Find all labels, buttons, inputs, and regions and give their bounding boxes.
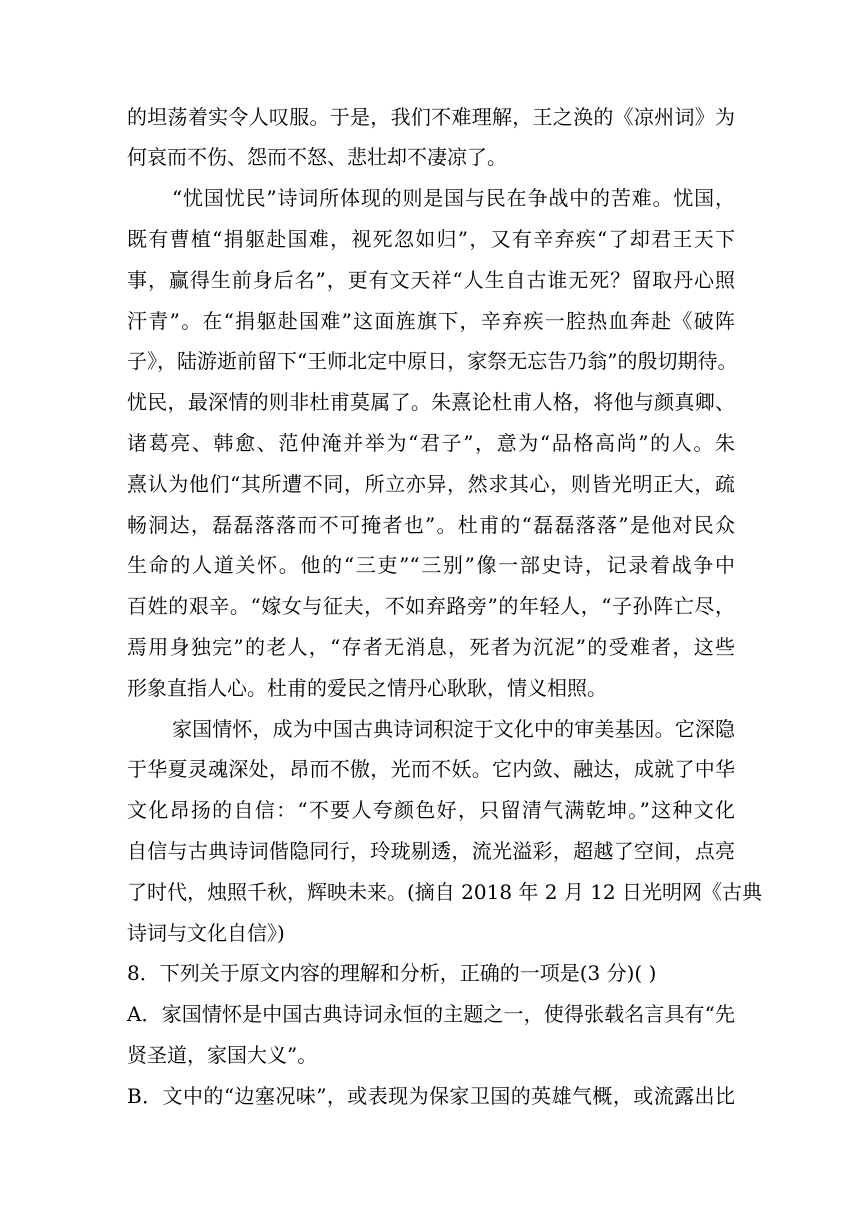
question-8-stem: 8．下列关于原文内容的理解和分析，正确的一项是(3 分)( ) bbox=[127, 961, 657, 985]
option-b-text: B．文中的“边塞况味”，或表现为保家卫国的英雄气概，或流露出比 bbox=[127, 1084, 735, 1108]
text-line: 畅洞达，磊磊落落而不可掩者也”。杜甫的“磊磊落落”是他对民众 bbox=[127, 513, 735, 537]
text-line: 焉用身独完”的老人，“存者无消息，死者为沉泥”的受难者，这些 bbox=[127, 635, 735, 659]
text-line: 的坦荡着实令人叹服。于是，我们不难理解，王之涣的《凉州词》为 bbox=[127, 105, 735, 129]
paragraph-start-line: 家国情怀，成为中国古典诗词积淀于文化中的审美基因。它深隐 bbox=[172, 717, 735, 741]
text-line: 自信与古典诗词偕隐同行，玲珑剔透，流光溢彩，超越了空间，点亮 bbox=[127, 839, 735, 863]
text-line: 百姓的艰辛。“嫁女与征夫，不如弃路旁”的年轻人，“子孙阵亡尽， bbox=[127, 594, 735, 618]
option-a-text: A．家国情怀是中国古典诗词永恒的主题之一，使得张载名言具有“先 bbox=[127, 1002, 735, 1026]
text-line: 忧民，最深情的则非杜甫莫属了。朱熹论杜甫人格，将他与颜真卿、 bbox=[127, 390, 735, 414]
text-line: 了时代，烛照千秋，辉映未来。(摘自 2018 年 2 月 12 日光明网《古典 bbox=[127, 880, 763, 904]
text-line: 于华夏灵魂深处，昂而不傲，光而不妖。它内敛、融达，成就了中华 bbox=[127, 757, 735, 781]
option-a-text: 贤圣道，家国大义”。 bbox=[127, 1043, 318, 1067]
text-line: 诸葛亮、韩愈、范仲淹并举为“君子”，意为“品格高尚”的人。朱 bbox=[127, 431, 735, 455]
text-line: 熹认为他们“其所遭不同，所立亦异，然求其心，则皆光明正大，疏 bbox=[127, 472, 735, 496]
text-line: 事，赢得生前身后名”，更有文天祥“人生自古谁无死？留取丹心照 bbox=[127, 268, 735, 292]
text-line: 文化昂扬的自信：“不要人夸颜色好，只留清气满乾坤。”这种文化 bbox=[127, 798, 735, 822]
text-line: 生命的人道关怀。他的“三吏”“三别”像一部史诗，记录着战争中 bbox=[127, 553, 735, 577]
citation-line: 诗词与文化自信》) bbox=[127, 921, 285, 945]
paragraph-start-line: “忧国忧民”诗词所体现的则是国与民在争战中的苦难。忧国， bbox=[172, 186, 735, 210]
text-line: 汗青”。在“捐躯赴国难”这面旌旗下，辛弃疾一腔热血奔赴《破阵 bbox=[127, 309, 735, 333]
text-line: 子》，陆游逝前留下“王师北定中原日，家祭无忘告乃翁”的殷切期待。 bbox=[127, 349, 738, 373]
text-line: 何哀而不伤、怨而不怒、悲壮却不凄凉了。 bbox=[127, 145, 507, 169]
text-line: 既有曹植“捐躯赴国难，视死忽如归”，又有辛弃疾“了却君王天下 bbox=[127, 227, 735, 251]
text-line: 形象直指人心。杜甫的爱民之情丹心耿耿，情义相照。 bbox=[127, 676, 607, 700]
